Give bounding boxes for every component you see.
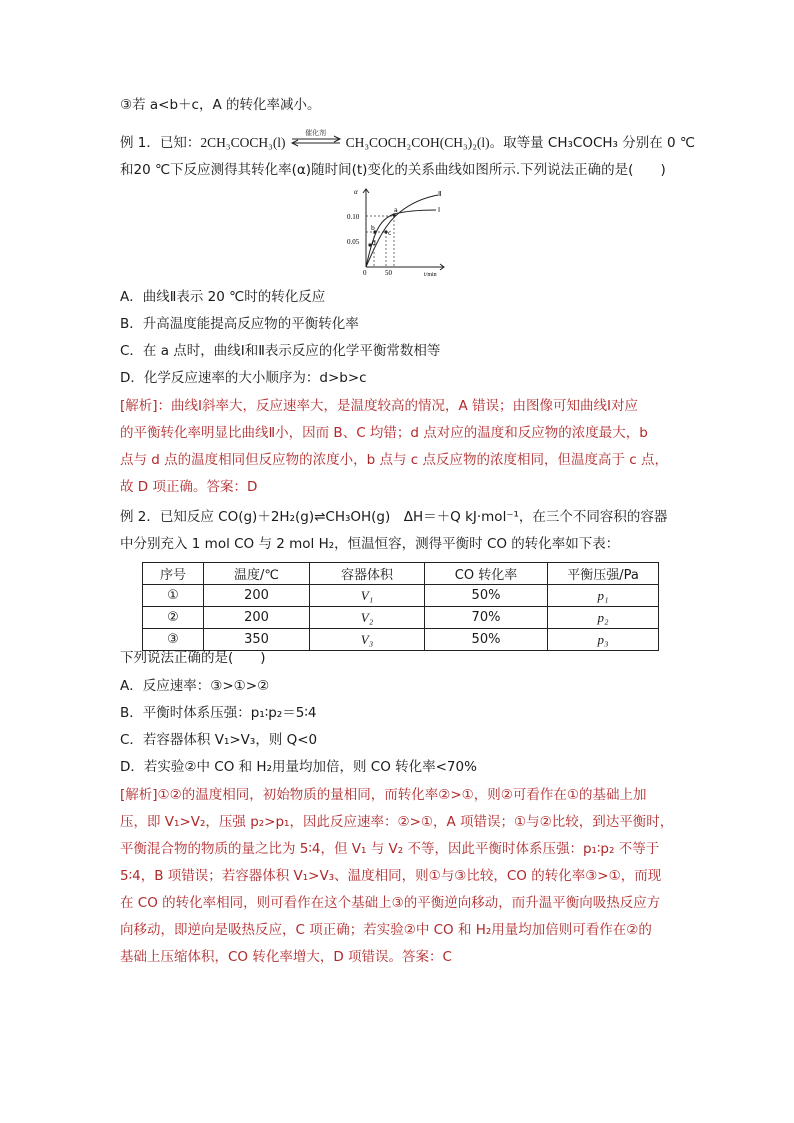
table-cell: 70%	[425, 607, 548, 629]
ex2-analysis-line-7: 基础上压缩体积，CO 转化率增大，D 项错误。答案：C	[120, 949, 452, 965]
ex1-reactant: 2CH₃COCH₃(l)	[200, 135, 286, 150]
catalyst-label: 催化剂	[305, 129, 327, 137]
table-cell: p₂	[548, 607, 659, 629]
conversion-chart	[344, 183, 448, 277]
ex1-analysis-line-2: 的平衡转化率明显比曲线Ⅱ小，因而 B、C 均错；d 点对应的温度和反应物的浓度最大，b	[120, 425, 648, 441]
ex2-option-b: B．平衡时体系压强：p₁∶p₂＝5∶4	[120, 705, 317, 721]
table-cell: p₃	[548, 629, 659, 651]
series-label-1: Ⅰ	[438, 206, 441, 214]
table-header: 温度/℃	[204, 563, 310, 585]
ex2-analysis-line-6: 向移动，即逆向是吸热反应，C 项正确；若实验②中 CO 和 H₂用量均加倍则可看作在②的	[120, 922, 652, 938]
y-tick-label-0: 0.10	[347, 213, 360, 221]
ex1-analysis-line-1: [解析]：曲线Ⅰ斜率大，反应速率大，是温度较高的情况，A 错误；由图像可知曲线Ⅰ对应	[120, 398, 639, 414]
table-cell: V₃	[310, 629, 425, 651]
ex1-option-c: C．在 a 点时，曲线Ⅰ和Ⅱ表示反应的化学平衡常数相等	[120, 343, 441, 359]
ex1-question-tail: 。取等量 CH₃COCH₃ 分别在 0 ℃	[489, 135, 696, 151]
ex1-option-a: A．曲线Ⅱ表示 20 ℃时的转化反应	[120, 289, 326, 305]
table-cell: 200	[204, 607, 310, 629]
table-cell: ①	[143, 585, 204, 607]
ex1-option-b: B．升高温度能提高反应物的平衡转化率	[120, 316, 359, 332]
y-tick-label-1: 0.05	[347, 238, 360, 246]
table-row	[143, 585, 659, 607]
x-axis-label: t/min	[424, 272, 437, 277]
ex1-option-d: D．化学反应速率的大小顺序为：d>b>c	[120, 370, 367, 386]
catalyst-arrow-icon	[290, 129, 342, 149]
series-label-2: Ⅱ	[438, 190, 442, 198]
ex1-question-line2: 和20 ℃下反应测得其转化率(α)随时间(t)变化的关系曲线如图所示.下列说法正确的是( )	[120, 162, 666, 178]
series-curve-1	[366, 210, 436, 267]
ex1-label: 例 1．已知：	[120, 135, 201, 151]
ex2-question-line2: 中分别充入 1 mol CO 与 2 mol H₂，恒温恒容，测得平衡时 CO 的转化率如下表：	[120, 536, 620, 552]
ex2-option-d: D．若实验②中 CO 和 H₂用量均加倍，则 CO 转化率<70%	[120, 759, 477, 775]
x-tick-label-1: 50	[385, 269, 392, 277]
table-cell: V₁	[310, 585, 425, 607]
table-row	[143, 607, 659, 629]
ex1-analysis-line-3: 点与 d 点的温度相同但反应物的浓度小，b 点与 c 点反应物的浓度相同，但温度高于 c 点，	[120, 452, 669, 468]
table-cell: V₂	[310, 607, 425, 629]
table-header: 序号	[143, 563, 204, 585]
x-tick-label-0: 0	[363, 269, 367, 277]
ex1-product: CH₃COCH₂COH(CH₃)₂(l)	[345, 135, 490, 150]
ex2-analysis-line-1: [解析]①②的温度相同，初始物质的量相同，而转化率②>①，则②可看作在①的基础上加	[120, 787, 647, 803]
table-cell: 350	[204, 629, 310, 651]
point-label-a: a	[394, 207, 398, 214]
point-label-b: b	[371, 225, 375, 232]
table-cell: ③	[143, 629, 204, 651]
table-header-row	[143, 563, 659, 585]
point-label-d: d	[372, 240, 376, 247]
ex2-option-a: A．反应速率：③>①>②	[120, 678, 270, 694]
ex2-analysis-line-2: 压，即 V₁>V₂，压强 p₂>p₁，因此反应速率：②>①，A 项错误；①与②比较，到达平衡时，	[120, 814, 674, 830]
ex1-analysis-line-4: 故 D 项正确。答案：D	[120, 479, 258, 495]
table-cell: p₁	[548, 585, 659, 607]
table-header: CO 转化率	[425, 563, 548, 585]
intro-line: ③若 a<b＋c，A 的转化率减小。	[120, 97, 321, 113]
ex2-question-line1: 例 2．已知反应 CO(g)＋2H₂(g)⇌CH₃OH(g) ΔH＝＋Q kJ·mol⁻¹，在三个不同容积的容器	[120, 509, 668, 525]
table-cell: 50%	[425, 585, 548, 607]
ex2-analysis-line-4: 5∶4，B 项错误；若容器体积 V₁>V₃、温度相同，则①与③比较，CO 的转化率③>①，而现	[120, 868, 662, 884]
ex2-analysis-line-3: 平衡混合物的物质的量之比为 5∶4，但 V₁ 与 V₂ 不等，因此平衡时体系压强：p₁∶p₂ 不等于	[120, 841, 660, 857]
ex2-analysis-line-5: 在 CO 的转化率相同，则可看作在这个基础上③的平衡逆向移动，而升温平衡向吸热反应方	[120, 895, 661, 911]
point-label-c: c	[388, 230, 392, 237]
conversion-table	[142, 562, 659, 651]
ex2-option-c: C．若容器体积 V₁>V₃，则 Q<0	[120, 732, 318, 748]
table-cell: ②	[143, 607, 204, 629]
ex2-question-line3: 下列说法正确的是( )	[120, 650, 266, 666]
ex1-question-line1	[120, 129, 696, 153]
table-cell: 200	[204, 585, 310, 607]
table-header: 平衡压强/Pa	[548, 563, 659, 585]
table-header: 容器体积	[310, 563, 425, 585]
y-axis-label: α	[354, 188, 358, 196]
table-cell: 50%	[425, 629, 548, 651]
